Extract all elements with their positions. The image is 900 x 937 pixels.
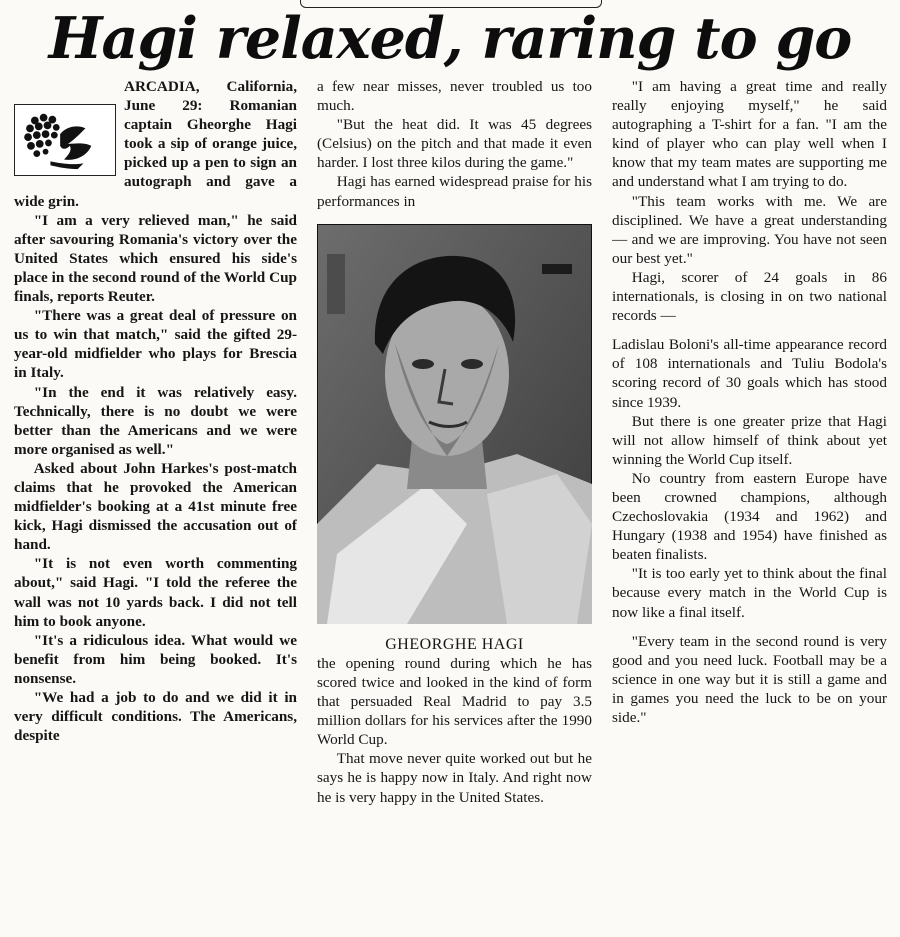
article-paragraph: Romanian captain Gheorghe Hagi took a sip of orange juice, picked up a pen to sign an autograph and gave a wide grin. bbox=[14, 97, 297, 210]
article-paragraph: "It is not even worth commenting about," said Hagi. "I told the referee the wall was not 10 yards back. I did not tell him to book anyone. bbox=[14, 555, 297, 630]
article-paragraph: "Every team in the second round is very good and you need luck. Football may be a science in one way but it is still a game and in games you need the luck to be on your side." bbox=[612, 632, 887, 726]
article-paragraph: Ladislau Boloni's all-time appearance record of 108 internationals and Tuliu Bodola's scoring record of 30 goals which has stood since 1939. bbox=[612, 336, 887, 411]
article-paragraph: Asked about John Harkes's post-match claims that he provoked the American midfielder's booking at a 41st minute free kick, Hagi dismissed the accusation out of hand. bbox=[14, 459, 297, 554]
world-cup-logo bbox=[14, 104, 116, 176]
dateline: ARCADIA, California, June 29: bbox=[124, 78, 297, 115]
photo-caption: GHEORGHE HAGI bbox=[385, 635, 524, 653]
article-paragraph: Hagi has earned widespread praise for his performances in bbox=[317, 173, 592, 210]
article-paragraph: "There was a great deal of pressure on us to win that match," said the gifted 29-year-old midfielder who plays for Brescia in Italy. bbox=[14, 307, 297, 382]
article-paragraph: But there is one greater prize that Hagi will not allow himself of think about yet winning the World Cup itself. bbox=[612, 412, 887, 468]
article-paragraph: "It's a ridiculous idea. What would we benefit from him being booked. It's nonsense. bbox=[14, 631, 297, 687]
article-paragraph: "It is too early yet to think about the final because every match in the World Cup is now like a final itself. bbox=[612, 565, 887, 621]
article-paragraph: "I am having a great time and really really enjoying myself," he said autographing a T-shirt for a fan. "I am the kind of player who can play well when I know that my team mates are supporting me and understand what I am trying to do. bbox=[612, 78, 887, 191]
article-paragraph: the opening round during which he has scored twice and looked in the kind of form that persuaded Real Madrid to pay 3.5 million dollars for his services after the 1990 World Cup. bbox=[317, 654, 592, 749]
article-paragraph: That move never quite worked out but he says he is happy now in Italy. And right now he is very happy in the United States. bbox=[317, 750, 592, 806]
article-column-1 bbox=[14, 77, 297, 925]
article-paragraph: a few near misses, never troubled us too much. bbox=[317, 78, 592, 115]
article-paragraph: Hagi, scorer of 24 goals in 86 internationals, is closing in on two national records — bbox=[612, 268, 887, 325]
article-column-3 bbox=[612, 77, 887, 925]
article-paragraph: No country from eastern Europe have been crowned champions, although Czechoslovakia (1934 and 1962) and Hungary (1938 and 1954) have finished as beaten finalists. bbox=[612, 469, 887, 564]
article-column-2 bbox=[317, 77, 592, 925]
article-paragraph: "This team works with me. We are disciplined. We have a great understanding — and we are improving. You have not seen our best yet." bbox=[612, 192, 887, 267]
headline: Hagi relaxed, raring to go bbox=[48, 5, 852, 72]
article-paragraph: "But the heat did. It was 45 degrees (Celsius) on the pitch and that made it even harder. I lost three kilos during the game." bbox=[317, 116, 592, 172]
player-portrait-photo bbox=[317, 224, 592, 624]
article-paragraph: "I am a very relieved man," he said after savouring Romania's victory over the United States which ensured his side's place in the second round of the World Cup finals, reports Reuter. bbox=[14, 211, 297, 306]
article-paragraph: "In the end it was relatively easy. Technically, there is no doubt we were better than the Americans and we were more organised as well." bbox=[14, 383, 297, 458]
article-paragraph: "We had a job to do and we did it in very difficult conditions. The Americans, despite bbox=[14, 689, 297, 745]
